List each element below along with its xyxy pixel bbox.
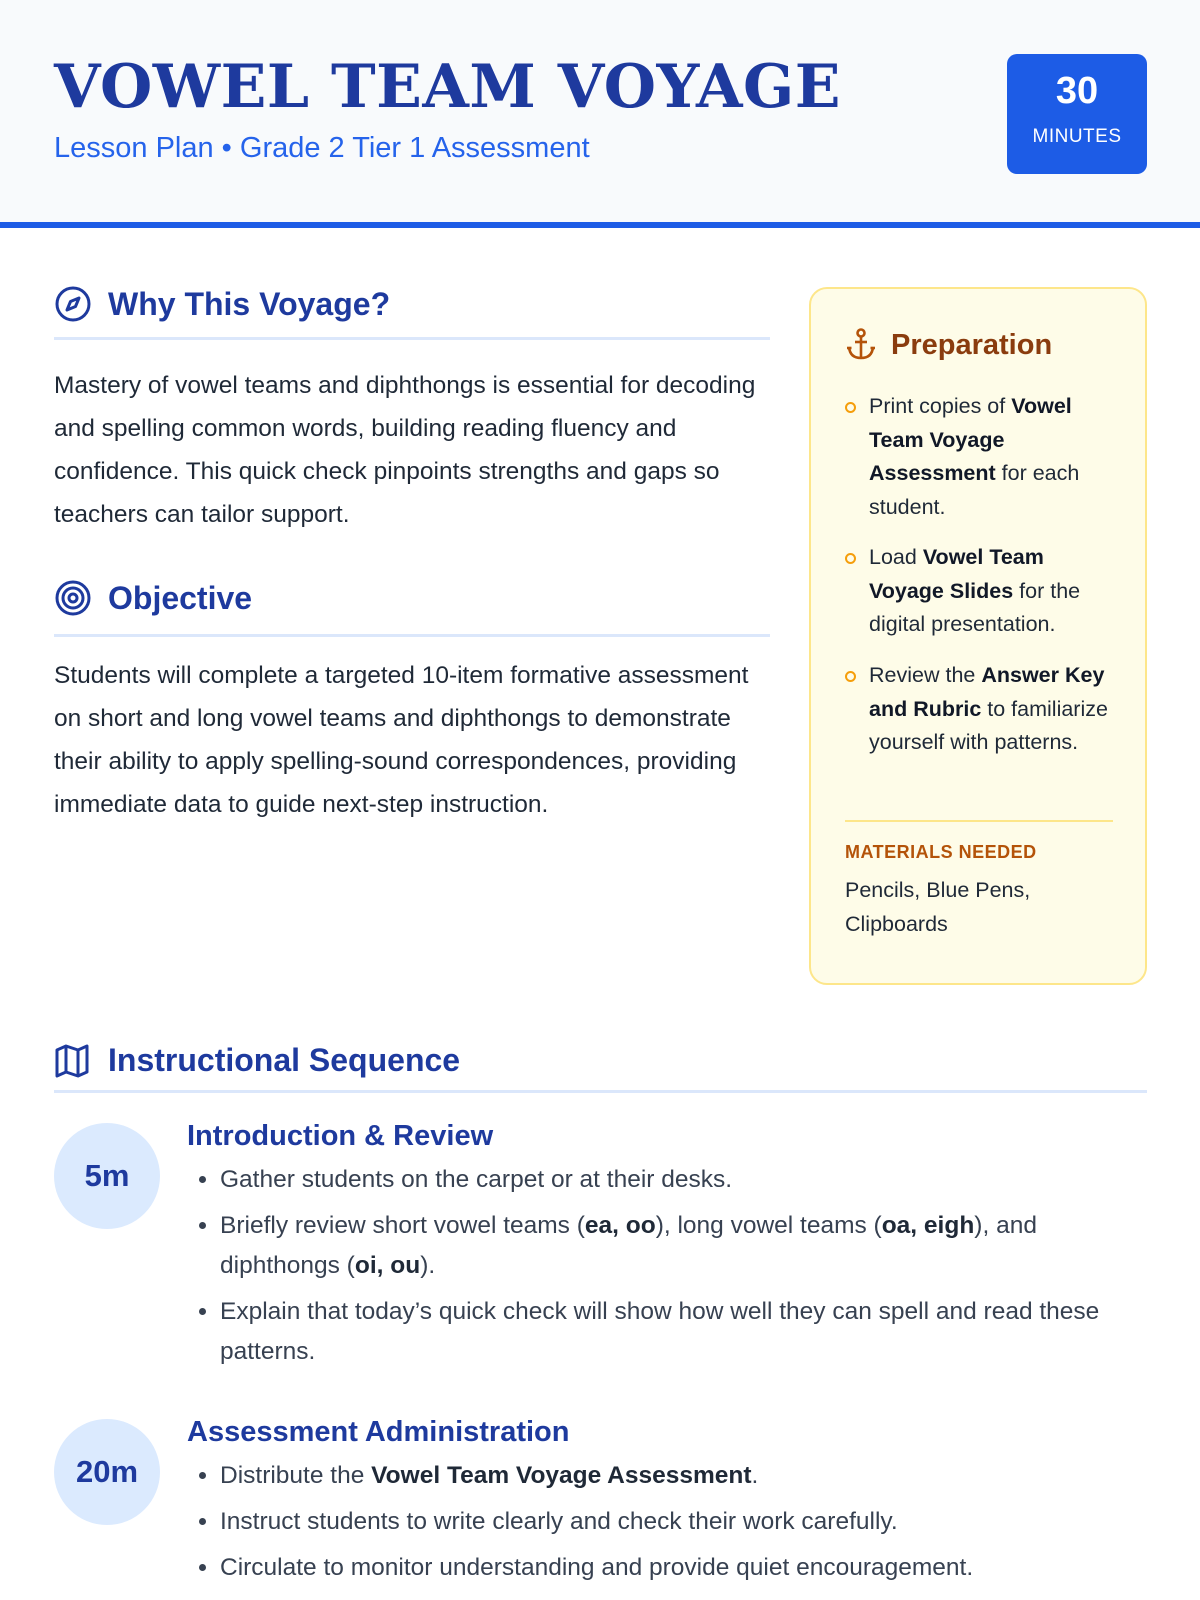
bullet-circle-icon (845, 402, 856, 413)
page-header (0, 0, 1200, 228)
list-item: • Circulate to monitor understanding and provide quiet encouragement. (220, 1548, 1140, 1588)
step-time-badge: 5m (54, 1123, 160, 1229)
anchor-icon (845, 327, 877, 361)
prep-item: Review the Answer Key and Rubric to familiarize yourself with patterns. (845, 659, 1115, 760)
map-icon (54, 1044, 90, 1078)
why-heading: Why This Voyage? (108, 286, 391, 322)
prep-item: Load Vowel Team Voyage Slides for the digital presentation. (845, 541, 1115, 642)
materials-label: MATERIALS NEEDED (845, 842, 1037, 862)
target-icon (54, 579, 92, 617)
step-time-badge: 20m (54, 1419, 160, 1525)
step-title: Assessment Administration (187, 1416, 570, 1448)
preparation-heading: Preparation (891, 329, 1053, 361)
duration-value: 30 (1055, 70, 1099, 112)
duration-badge (1007, 54, 1147, 174)
list-item: • Distribute the Vowel Team Voyage Assessment. (220, 1456, 1140, 1496)
compass-icon (54, 285, 92, 323)
duration-unit: MINUTES (1032, 126, 1122, 147)
step-bullet-list (187, 1456, 1140, 1594)
list-item: • Briefly review short vowel teams (ea, oo), long vowel teams (oa, eigh), and diphthongs (oi, ou). (220, 1206, 1140, 1286)
objective-section-header (54, 579, 770, 637)
page-subtitle: Lesson Plan • Grade 2 Tier 1 Assessment (54, 132, 590, 164)
bullet-circle-icon (845, 671, 856, 682)
preparation-card (809, 287, 1147, 985)
prep-item: Print copies of Vowel Team Voyage Assessment for each student. (845, 390, 1115, 524)
list-item: • Explain that today’s quick check will show how well they can spell and read these patterns. (220, 1292, 1140, 1372)
step-title: Introduction & Review (187, 1120, 494, 1152)
why-section-header (54, 285, 770, 340)
list-item: • Instruct students to write clearly and check their work carefully. (220, 1502, 1140, 1542)
sequence-section-header (54, 1040, 1147, 1093)
page-title: VOWEL TEAM VOYAGE (54, 52, 841, 122)
why-paragraph: Mastery of vowel teams and diphthongs is essential for decoding and spelling common words, building reading fluency and confidence. This quick check pinpoints strengths and gaps so teachers can tailor support. (54, 372, 756, 528)
divider (845, 820, 1113, 822)
materials-value: Pencils, Blue Pens, Clipboards (845, 878, 1031, 936)
objective-heading: Objective (108, 580, 253, 616)
objective-paragraph: Students will complete a targeted 10-item formative assessment on short and long vowel teams and diphthongs to demonstrate their ability to apply spelling-sound correspondences, providing immediate data to guide next-step instruction. (54, 662, 749, 818)
sequence-heading: Instructional Sequence (108, 1042, 461, 1078)
list-item: • Gather students on the carpet or at their desks. (220, 1160, 1140, 1200)
bullet-circle-icon (845, 553, 856, 564)
step-bullet-list (187, 1160, 1140, 1378)
